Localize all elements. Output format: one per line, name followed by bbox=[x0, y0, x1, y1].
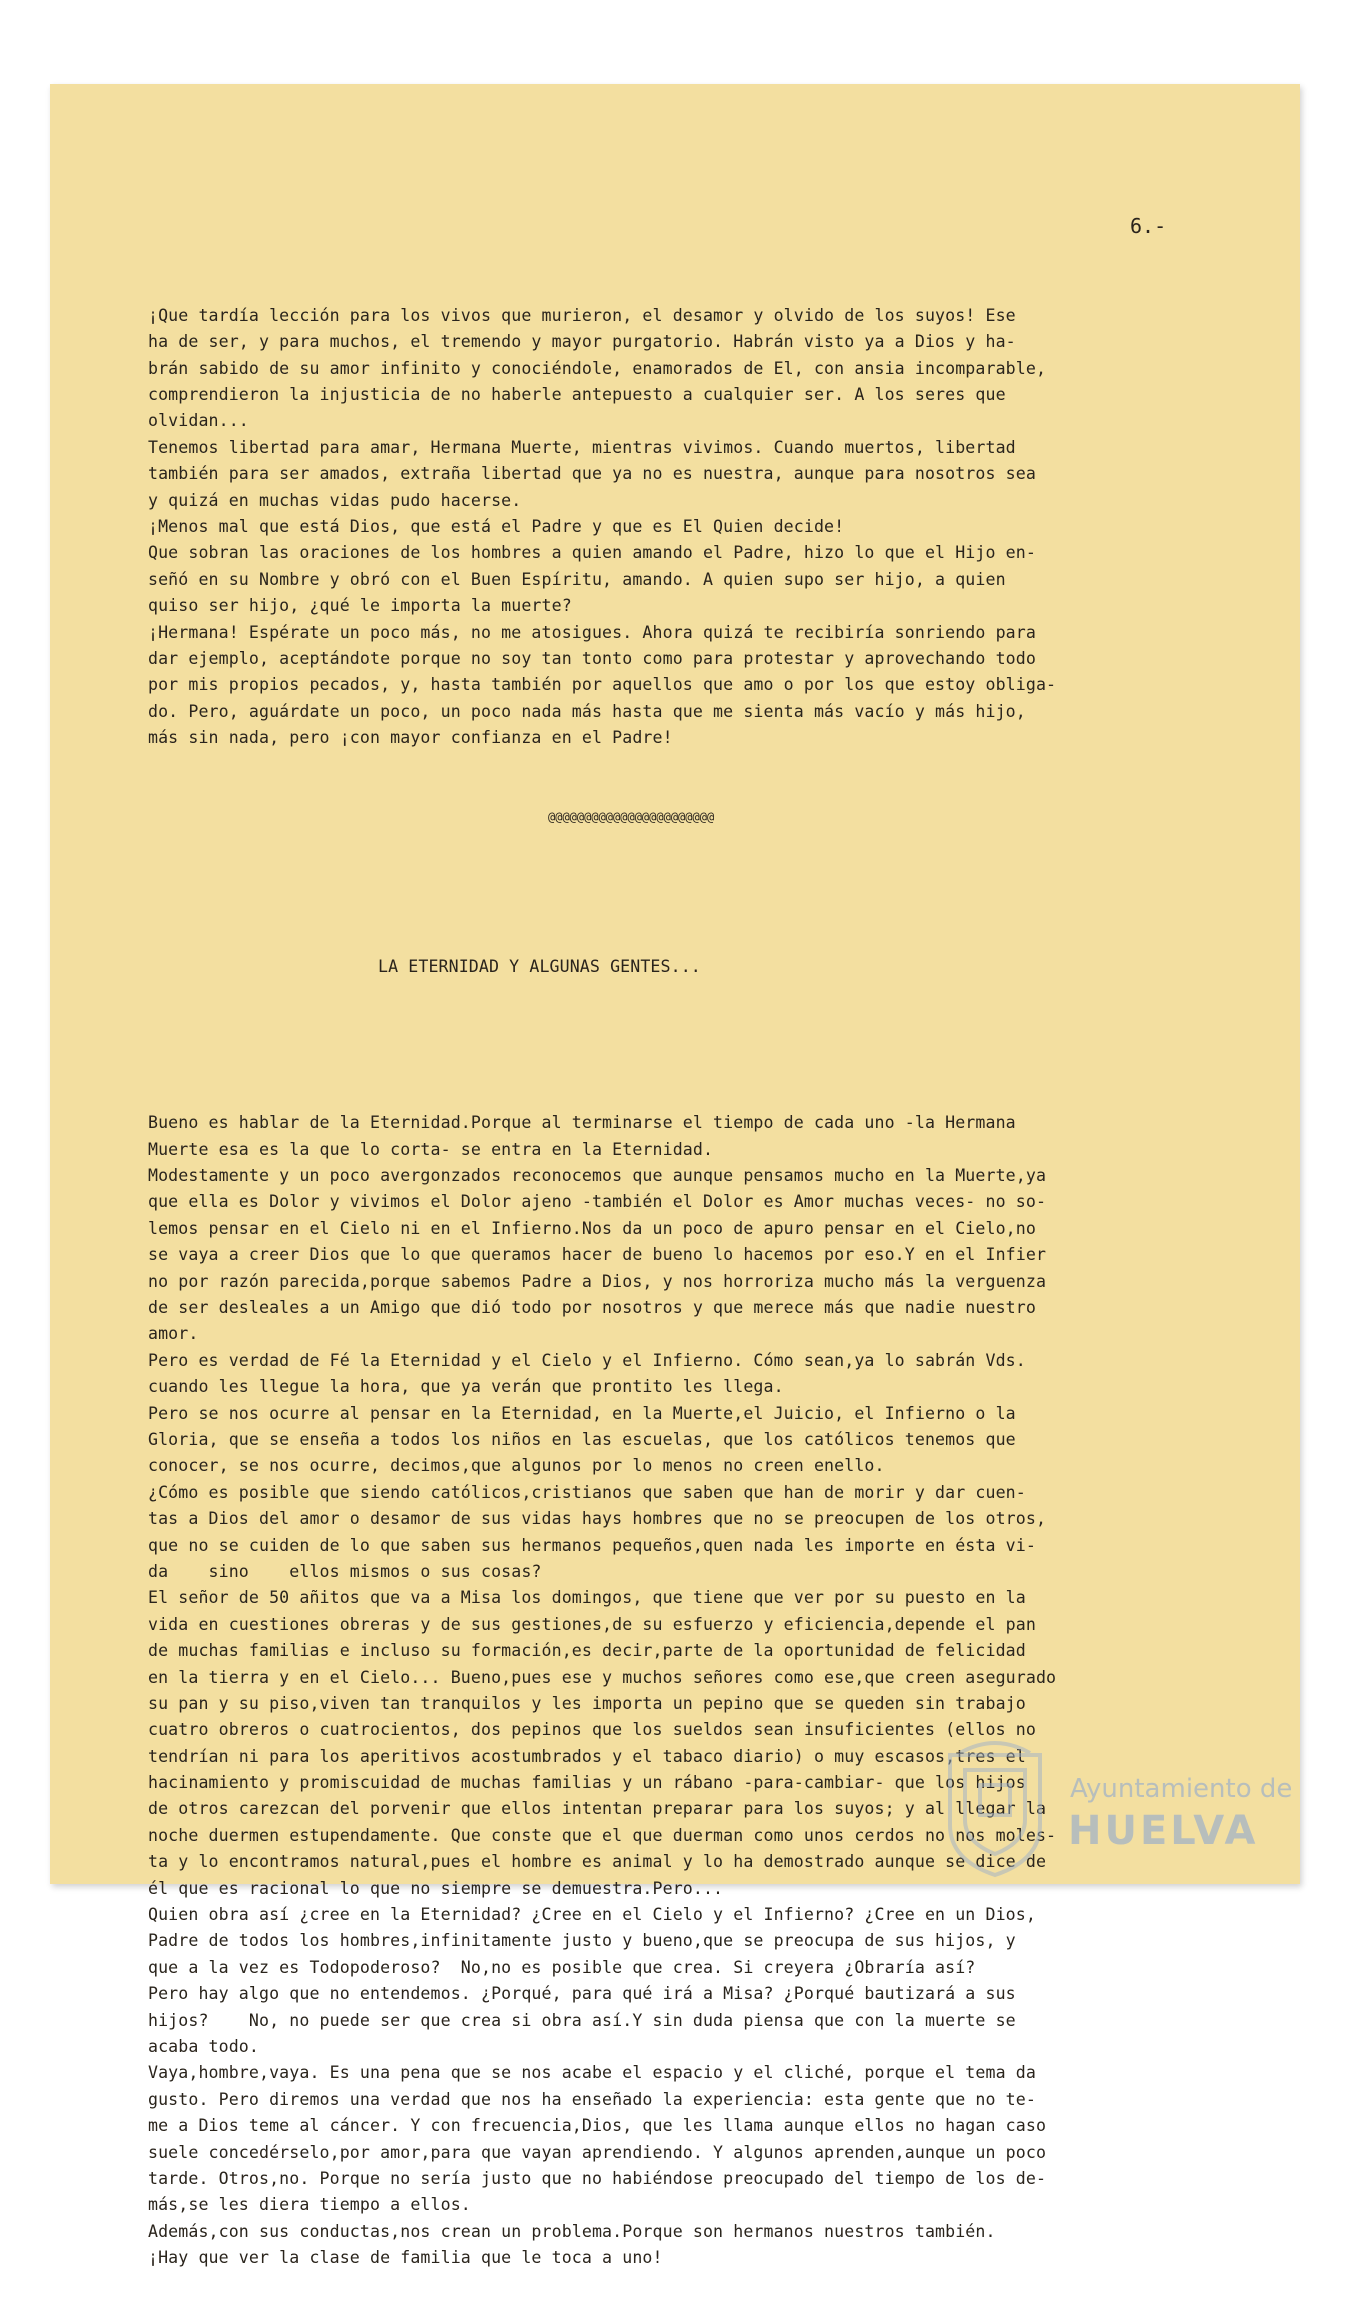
text-line: Bueno es hablar de la Eternidad.Porque al terminarse el tiempo de cada uno -la Hermana bbox=[148, 1113, 1016, 1133]
text-line: ¡Que tardía lección para los vivos que murieron, el desamor y olvido de los suyos! Ese bbox=[148, 305, 1016, 325]
text-line: no por razón parecida,porque sabemos Padre a Dios, y nos horroriza mucho más la verguenza bbox=[148, 1271, 1047, 1291]
text-line: su pan y su piso,viven tan tranquilos y les importa un pepino que se queden sin trabajo bbox=[148, 1693, 1026, 1713]
text-line: de muchas familias e incluso su formación,es decir,parte de la oportunidad de felicidad bbox=[148, 1641, 1026, 1661]
text-line: dar ejemplo, aceptándote porque no soy tan tonto como para protestar y aprovechando todo bbox=[148, 648, 1036, 668]
text-line: Pero hay algo que no entendemos. ¿Porqué, para qué irá a Misa? ¿Porqué bautizará a sus bbox=[148, 1984, 1016, 2004]
text-line: acaba todo. bbox=[148, 2036, 259, 2056]
text-line: me a Dios teme al cáncer. Y con frecuencia,Dios, que les llama aunque ellos no hagan caso bbox=[148, 2116, 1047, 2136]
text-line: olvidan... bbox=[148, 411, 249, 431]
text-line: conocer, se nos ocurre, decimos,que algunos por lo menos no creen enello. bbox=[148, 1456, 885, 1476]
text-line: Que sobran las oraciones de los hombres a quien amando el Padre, hizo lo que el Hijo en- bbox=[148, 543, 1036, 563]
text-line: hijos? No, no puede ser que crea si obra así.Y sin duda piensa que con la muerte se bbox=[148, 2010, 1016, 2030]
section-heading: LA ETERNIDAD Y ALGUNAS GENTES... bbox=[378, 957, 701, 977]
text-line: El señor de 50 añitos que va a Misa los domingos, que tiene que ver por su puesto en la bbox=[148, 1588, 1026, 1608]
text-line: noche duermen estupendamente. Que conste que el que duerman como unos cerdos no nos moles- bbox=[148, 1825, 1057, 1845]
document-text bbox=[148, 250, 1228, 2298]
text-line: por mis propios pecados, y, hasta también por aquellos que amo o por los que estoy obliga- bbox=[148, 675, 1057, 695]
text-line: también para ser amados, extraña libertad que ya no es nuestra, aunque para nosotros sea bbox=[148, 464, 1036, 484]
text-line: de otros carezcan del porvenir que ellos intentan preparar para los suyos; y al llegar la bbox=[148, 1799, 1047, 1819]
text-line: cuando les llegue la hora, que ya verán que prontito les llega. bbox=[148, 1377, 784, 1397]
text-line: Muerte esa es la que lo corta- se entra en la Eternidad. bbox=[148, 1139, 714, 1159]
text-line: da sino ellos mismos o sus cosas? bbox=[148, 1561, 542, 1581]
section-divider: @@@@@@@@@@@@@@@@@@@@@@@ bbox=[548, 810, 715, 825]
text-line: Modestamente y un poco avergonzados reconocemos que aunque pensamos mucho en la Muerte,ya bbox=[148, 1166, 1047, 1186]
text-line: Además,con sus conductas,nos crean un problema.Porque son hermanos nuestros también. bbox=[148, 2221, 996, 2241]
text-line: que no se cuiden de lo que saben sus hermanos pequeños,quen nada les importe en ésta vi- bbox=[148, 1535, 1036, 1555]
text-line: lemos pensar en el Cielo ni en el Infierno.Nos da un poco de apuro pensar en el Cielo,no bbox=[148, 1218, 1036, 1238]
text-line: quiso ser hijo, ¿qué le importa la muerte? bbox=[148, 596, 572, 616]
text-line: Gloria, que se enseña a todos los niños en las escuelas, que los católicos tenemos que bbox=[148, 1429, 1016, 1449]
text-line: ¡Hermana! Espérate un poco más, no me atosigues. Ahora quizá te recibiría sonriendo para bbox=[148, 622, 1036, 642]
text-line: amor. bbox=[148, 1324, 199, 1344]
text-line: hacinamiento y promiscuidad de muchas familias y un rábano -para-cambiar- que los hijos bbox=[148, 1773, 1026, 1793]
text-line: ¡Hay que ver la clase de familia que le toca a uno! bbox=[148, 2248, 663, 2268]
text-line: Tenemos libertad para amar, Hermana Muerte, mientras vivimos. Cuando muertos, libertad bbox=[148, 437, 1016, 457]
text-line: de ser desleales a un Amigo que dió todo por nosotros y que merece más que nadie nuestro bbox=[148, 1298, 1036, 1318]
text-line: señó en su Nombre y obró con el Buen Espíritu, amando. A quien supo ser hijo, a quien bbox=[148, 569, 1006, 589]
text-line: él que es racional lo que no siempre se demuestra.Pero... bbox=[148, 1878, 724, 1898]
text-line: Pero se nos ocurre al pensar en la Eternidad, en la Muerte,el Juicio, el Infierno o la bbox=[148, 1403, 1016, 1423]
text-line: se vaya a creer Dios que lo que queramos hacer de bueno lo hacemos por eso.Y en el Infier bbox=[148, 1245, 1047, 1265]
text-line: ¿Cómo es posible que siendo católicos,cristianos que saben que han de morir y dar cuen- bbox=[148, 1482, 1026, 1502]
text-line: en la tierra y en el Cielo... Bueno,pues ese y muchos señores como ese,que creen asegurado bbox=[148, 1667, 1057, 1687]
text-line: suele concedérselo,por amor,para que vayan aprendiendo. Y algunos aprenden,aunque un poco bbox=[148, 2142, 1047, 2162]
text-line: Quien obra así ¿cree en la Eternidad? ¿Cree en el Cielo y el Infierno? ¿Cree en un Dios, bbox=[148, 1905, 1036, 1925]
text-line: tarde. Otros,no. Porque no sería justo que no habiéndose preocupado del tiempo de los de- bbox=[148, 2168, 1047, 2188]
text-line: más,se les diera tiempo a ellos. bbox=[148, 2195, 471, 2215]
text-line: ha de ser, y para muchos, el tremendo y mayor purgatorio. Habrán visto ya a Dios y ha- bbox=[148, 332, 1016, 352]
text-line: que a la vez es Todopoderoso? No,no es posible que crea. Si creyera ¿Obraría así? bbox=[148, 1957, 976, 1977]
section-two bbox=[148, 1110, 1228, 2271]
text-line: gusto. Pero diremos una verdad que nos ha enseñado la experiencia: esta gente que no te- bbox=[148, 2089, 1036, 2109]
text-line: tendrían ni para los aperitivos acostumbrados y el tabaco diario) o muy escasos,tres el bbox=[148, 1746, 1026, 1766]
text-line: brán sabido de su amor infinito y conociéndole, enamorados de El, con ansia incomparable, bbox=[148, 358, 1047, 378]
text-line: do. Pero, aguárdate un poco, un poco nada más hasta que me sienta más vacío y más hijo, bbox=[148, 701, 1026, 721]
page-number: 6.- bbox=[1130, 214, 1167, 238]
text-line: ta y lo encontramos natural,pues el hombre es animal y lo ha demostrado aunque se dice de bbox=[148, 1852, 1047, 1872]
text-line: Vaya,hombre,vaya. Es una pena que se nos acabe el espacio y el cliché, porque el tema da bbox=[148, 2063, 1036, 2083]
text-line: Padre de todos los hombres,infinitamente justo y bueno,que se preocupa de sus hijos, y bbox=[148, 1931, 1016, 1951]
text-line: y quizá en muchas vidas pudo hacerse. bbox=[148, 490, 522, 510]
watermark-line-2: HUELVA bbox=[1068, 1808, 1259, 1854]
text-line: que ella es Dolor y vivimos el Dolor ajeno -también el Dolor es Amor muchas veces- no so- bbox=[148, 1192, 1047, 1212]
text-line: tas a Dios del amor o desamor de sus vidas hays hombres que no se preocupen de los otros, bbox=[148, 1509, 1047, 1529]
text-line: ¡Menos mal que está Dios, que está el Padre y que es El Quien decide! bbox=[148, 516, 845, 536]
text-line: cuatro obreros o cuatrocientos, dos pepinos que los sueldos sean insuficientes (ellos no bbox=[148, 1720, 1036, 1740]
text-line: comprendieron la injusticia de no haberle antepuesto a cualquier ser. A los seres que bbox=[148, 384, 1006, 404]
section-one bbox=[148, 303, 1228, 752]
watermark-line-1: Ayuntamiento de bbox=[1070, 1774, 1293, 1804]
text-line: Pero es verdad de Fé la Eternidad y el Cielo y el Infierno. Cómo sean,ya lo sabrán Vds. bbox=[148, 1350, 1026, 1370]
text-line: más sin nada, pero ¡con mayor confianza en el Padre! bbox=[148, 728, 673, 748]
text-line: vida en cuestiones obreras y de sus gestiones,de su esfuerzo y eficiencia,depende el pan bbox=[148, 1614, 1036, 1634]
